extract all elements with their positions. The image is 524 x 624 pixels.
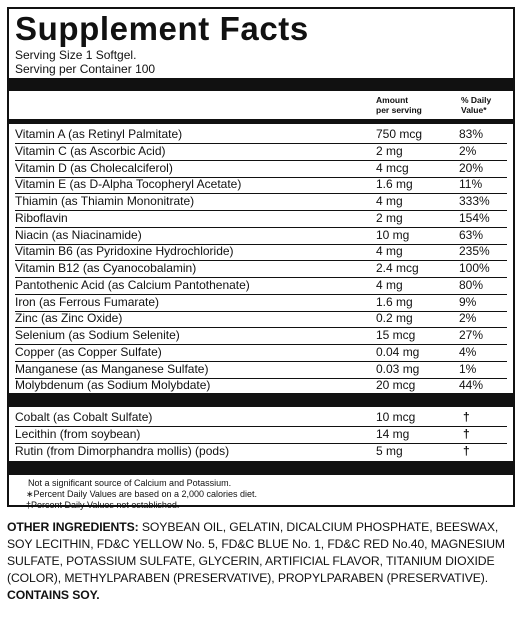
servings-per-container: Serving per Container 100 [15, 62, 156, 76]
table-row [15, 344, 507, 362]
amount-per-serving-header: Amount per serving [376, 95, 422, 115]
ingredient-name: Iron (as Ferrous Fumarate) [15, 294, 160, 309]
daily-value-header: % Daily Value* [461, 95, 492, 115]
ingredient-name: Manganese (as Manganese Sulfate) [15, 361, 209, 376]
daily-value: † [463, 444, 470, 458]
daily-value: 4% [459, 344, 477, 359]
footnote-not-established: †Percent Daily Values not established. [26, 500, 180, 510]
ingredient-name: Copper (as Copper Sulfate) [15, 344, 162, 359]
ingredient-name: Vitamin A (as Retinyl Palmitate) [15, 127, 183, 141]
amount-per-serving: 750 mcg [376, 127, 423, 141]
divider-header [9, 119, 513, 124]
table-row [15, 294, 507, 312]
amount-per-serving: 5 mg [376, 444, 403, 458]
ingredient-name: Rutin (from Dimorphandra mollis) (pods) [15, 444, 230, 458]
table-row [15, 193, 507, 211]
footnote-calcium: Not a significant source of Calcium and Potassium. [28, 478, 232, 488]
amount-per-serving: 2 mg [376, 143, 403, 158]
ingredient-name: Lecithin (from soybean) [15, 427, 141, 441]
table-row [15, 243, 507, 261]
daily-value: 20% [459, 160, 484, 175]
serving-size: Serving Size 1 Softgel. [15, 48, 137, 62]
amount-per-serving: 4 mg [376, 194, 403, 208]
daily-value: 2% [459, 143, 477, 158]
table-row [15, 160, 507, 178]
daily-value: 9% [459, 294, 477, 309]
thick-divider-bottom [9, 461, 513, 475]
daily-value: 333% [459, 194, 490, 208]
amount-per-serving: 0.03 mg [376, 361, 420, 376]
table-row [15, 176, 507, 194]
daily-value: 27% [459, 328, 484, 342]
ingredient-name: Selenium (as Sodium Selenite) [15, 328, 180, 342]
ingredient-name: Vitamin C (as Ascorbic Acid) [15, 143, 166, 158]
table-row [15, 377, 507, 394]
footnote-daily-values: ∗Percent Daily Values are based on a 2,000 calories diet. [26, 489, 258, 499]
table-row [15, 277, 507, 295]
ingredient-name: Cobalt (as Cobalt Sulfate) [15, 410, 153, 424]
ingredient-name: Vitamin B12 (as Cyanocobalamin) [15, 261, 197, 275]
amount-per-serving: 4 mg [376, 277, 403, 292]
ingredient-name: Vitamin D (as Cholecalciferol) [15, 160, 173, 175]
table-row [15, 310, 507, 328]
daily-value: 44% [459, 378, 484, 393]
other-ingredients [7, 519, 519, 604]
table-row [15, 426, 507, 444]
amount-per-serving: 2 mg [376, 210, 403, 225]
amount-per-serving: 1.6 mg [376, 177, 413, 192]
amount-per-serving: 0.04 mg [376, 344, 420, 359]
amount-per-serving: 20 mcg [376, 378, 416, 393]
supplement-facts-panel [7, 7, 515, 510]
thick-divider-top [9, 78, 513, 91]
daily-value: † [463, 410, 470, 424]
daily-value: 154% [459, 210, 490, 225]
ingredient-name: Niacin (as Niacinamide) [15, 227, 142, 242]
ingredient-name: Zinc (as Zinc Oxide) [15, 311, 123, 326]
daily-value: † [463, 427, 470, 441]
ingredient-name: Vitamin B6 (as Pyridoxine Hydrochloride) [15, 244, 234, 259]
daily-value: 63% [459, 227, 484, 242]
table-row [15, 409, 507, 427]
ingredient-name: Riboflavin [15, 210, 68, 225]
daily-value: 100% [459, 261, 490, 275]
daily-value: 80% [459, 277, 484, 292]
table-row [15, 443, 507, 460]
amount-per-serving: 14 mg [376, 427, 410, 441]
daily-value: 1% [459, 361, 477, 376]
amount-per-serving: 4 mcg [376, 160, 409, 175]
table-row [15, 227, 507, 245]
amount-per-serving: 2.4 mcg [376, 261, 419, 275]
panel-title: Supplement Facts [15, 10, 309, 47]
table-row [15, 361, 507, 379]
amount-per-serving: 10 mcg [376, 410, 416, 424]
table-row [15, 143, 507, 161]
amount-per-serving: 10 mg [376, 227, 410, 242]
other-ingredients-label: OTHER INGREDIENTS: [7, 520, 139, 534]
table-row [15, 126, 507, 144]
other-ingredients-text: SOYBEAN OIL, GELATIN, DICALCIUM PHOSPHATE, BEESWAX, SOY LECITHIN, FD&C YELLOW No. 5, FD&C BLUE No. 1, FD&C RED No.40, MAGNESIUM SULFATE, POTASSIUM SULFATE, GLYCERIN, ARTIFICIAL FLAVOR, TITANIUM DIOXIDE (COLOR), METHYLPARABEN (PRESERVATIVE), PROPYLPARABEN (PRESERVATIVE). [7, 520, 505, 585]
amount-per-serving: 1.6 mg [376, 294, 413, 309]
amount-per-serving: 4 mg [376, 244, 403, 259]
allergen-statement: CONTAINS SOY. [7, 588, 100, 602]
thick-divider-middle [9, 393, 513, 407]
amount-per-serving: 15 mcg [376, 328, 416, 342]
daily-value: 83% [459, 127, 484, 141]
amount-per-serving: 0.2 mg [376, 311, 413, 326]
table-row [15, 210, 507, 228]
daily-value: 11% [459, 177, 483, 192]
daily-value: 235% [459, 244, 490, 259]
ingredient-name: Molybdenum (as Sodium Molybdate) [15, 378, 211, 393]
ingredient-name: Vitamin E (as D-Alpha Tocopheryl Acetate) [15, 177, 242, 192]
table-row [15, 260, 507, 278]
ingredient-name: Pantothenic Acid (as Calcium Pantothenate) [15, 277, 250, 292]
daily-value: 2% [459, 311, 477, 326]
table-row [15, 327, 507, 345]
ingredient-name: Thiamin (as Thiamin Mononitrate) [15, 194, 195, 208]
